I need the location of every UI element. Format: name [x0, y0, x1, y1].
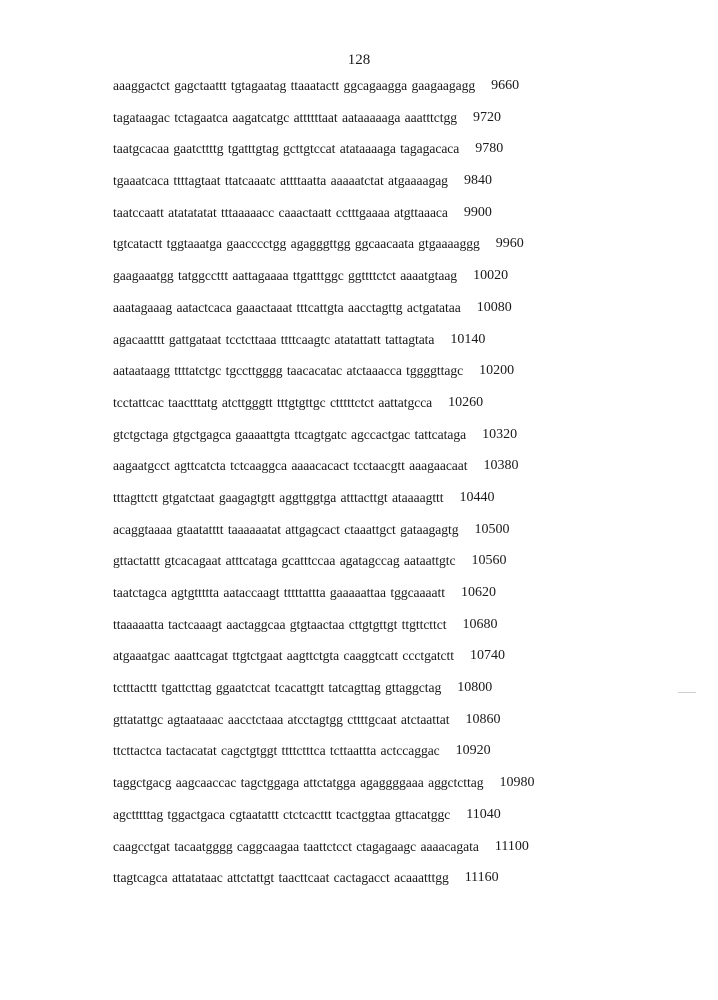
sequence-text: tgaaatcaca ttttagtaat ttatcaaatc attttaatta aaaaatctat atgaaaagag	[113, 173, 448, 189]
sequence-position: 10620	[460, 585, 496, 600]
sequence-position: 9840	[463, 173, 492, 189]
sequence-text: tttagttctt gtgatctaat gaagagtgtt aggttggtga atttacttgt ataaaagttt	[113, 489, 444, 505]
sequence-text: taatgcacaa gaatcttttg tgatttgtag gcttgtccat atataaaaga tagagacaca	[113, 141, 460, 157]
sequence-row	[113, 742, 534, 774]
sequence-row	[113, 394, 534, 426]
sequence-position: 10140	[450, 331, 486, 347]
sequence-position: 10080	[476, 299, 512, 315]
sequence-row	[113, 584, 534, 616]
sequence-position: 11100	[494, 838, 529, 854]
sequence-row	[113, 489, 534, 521]
sequence-text: taatccaatt atatatatat tttaaaaacc caaactaatt cctttgaaaa atgttaaaca	[113, 204, 448, 220]
sequence-row	[113, 299, 534, 331]
sequence-position: 10860	[465, 711, 501, 727]
sequence-row	[113, 331, 534, 363]
sequence-position: 10380	[483, 458, 519, 474]
sequence-position: 10440	[459, 489, 495, 505]
sequence-text: gtctgctaga gtgctgagca gaaaattgta ttcagtgatc agccactgac tattcataga	[113, 426, 467, 442]
sequence-text: aaatagaaag aatactcaca gaaactaaat tttcattgta aacctagttg actgatataa	[113, 299, 461, 315]
sequence-text: ttagtcagca attatataac attctattgt taacttcaat cactagacct acaaatttgg	[113, 870, 449, 886]
sequence-text: taatctagca agtgttttta aataccaagt tttttattta gaaaaattaa tggcaaaatt	[113, 585, 445, 600]
sequence-text: gttactattt gtcacagaat atttcataga gcatttccaa agatagccag aataattgtc	[113, 553, 456, 569]
sequence-position: 10500	[474, 521, 510, 537]
sequence-position: 10920	[455, 743, 491, 759]
sequence-row	[113, 267, 534, 299]
sequence-text: tgtcatactt tggtaaatga gaacccctgg agagggttgg ggcaacaata gtgaaaaggg	[113, 236, 480, 252]
sequence-row	[113, 647, 534, 679]
sequence-text: caagcctgat tacaatgggg caggcaagaa taattctcct ctagagaagc aaaacagata	[113, 838, 479, 854]
sequence-text: aataataagg ttttatctgc tgccttgggg taacacatac atctaaacca tggggttagc	[113, 363, 464, 379]
sequence-text: aagaatgcct agttcatcta tctcaaggca aaaacacact tcctaacgtt aaagaacaat	[113, 458, 468, 474]
sequence-row	[113, 457, 534, 489]
sequence-row	[113, 521, 534, 553]
sequence-row	[113, 679, 534, 711]
sequence-position: 10680	[462, 616, 498, 632]
sequence-position: 9960	[495, 236, 524, 252]
sequence-position: 11040	[466, 806, 501, 822]
sequence-position: 9660	[491, 78, 520, 93]
margin-mark	[678, 692, 696, 693]
sequence-position: 9780	[475, 141, 504, 157]
sequence-position: 10320	[482, 426, 518, 442]
sequence-text: tctttacttt tgattcttag ggaatctcat tcacattgtt tatcagttag gttaggctag	[113, 680, 442, 696]
sequence-listing	[113, 77, 534, 901]
sequence-text: taggctgacg aagcaaccac tagctggaga attctatgga agaggggaaa aggctcttag	[113, 775, 484, 791]
sequence-position: 9720	[472, 109, 501, 125]
sequence-position: 9900	[463, 204, 492, 220]
sequence-text: gaagaaatgg tatggccttt aattagaaaa ttgatttggc ggttttctct aaaatgtaag	[113, 268, 458, 284]
page-number: 128	[347, 52, 371, 68]
sequence-row	[113, 204, 534, 236]
sequence-row	[113, 426, 534, 458]
sequence-text: gttatattgc agtaataaac aacctctaaa atcctagtgg cttttgcaat atctaattat	[113, 711, 450, 727]
sequence-row	[113, 362, 534, 394]
sequence-text: acaggtaaaa gtaatatttt taaaaaatat attgagcact ctaaattgct gataagagtg	[113, 521, 459, 537]
sequence-row	[113, 235, 534, 267]
sequence-row	[113, 616, 534, 648]
sequence-row	[113, 711, 534, 743]
sequence-position: 10740	[470, 648, 505, 664]
sequence-position: 10800	[457, 680, 493, 696]
sequence-text: tcctattcac taactttatg atcttgggtt tttgtgttgc ctttttctct aattatgcca	[113, 394, 433, 410]
sequence-row	[113, 552, 534, 584]
sequence-row	[113, 838, 534, 870]
sequence-row	[113, 869, 534, 901]
sequence-position: 10560	[471, 553, 507, 569]
sequence-text: aaaggactct gagctaattt tgtagaatag ttaaatactt ggcagaagga gaagaagagg	[113, 78, 476, 93]
sequence-text: agacaatttt gattgataat tcctcttaaa ttttcaagtc atatattatt tattagtata	[113, 331, 435, 347]
sequence-position: 10020	[473, 268, 509, 284]
sequence-row	[113, 172, 534, 204]
sequence-row	[113, 806, 534, 838]
sequence-position: 10260	[448, 394, 484, 410]
sequence-text: ttaaaaatta tactcaaagt aactaggcaa gtgtaactaa cttgtgttgt ttgttcttct	[113, 616, 447, 632]
sequence-row	[113, 774, 534, 806]
sequence-row	[113, 77, 534, 109]
sequence-row	[113, 109, 534, 141]
sequence-position: 10980	[499, 775, 535, 791]
sequence-text: tagataagac tctagaatca aagatcatgc attttttaat aataaaaaga aaatttctgg	[113, 109, 457, 125]
sequence-text: ttcttactca tactacatat cagctgtggt ttttctttca tcttaattta actccaggac	[113, 743, 440, 759]
sequence-text: agctttttag tggactgaca cgtaatattt ctctcacttt tcactggtaa gttacatggc	[113, 806, 451, 822]
sequence-position: 11160	[464, 870, 499, 886]
sequence-text: atgaaatgac aaattcagat ttgtctgaat aagttctgta caaggtcatt ccctgatctt	[113, 648, 454, 664]
sequence-row	[113, 140, 534, 172]
sequence-position: 10200	[479, 363, 515, 379]
